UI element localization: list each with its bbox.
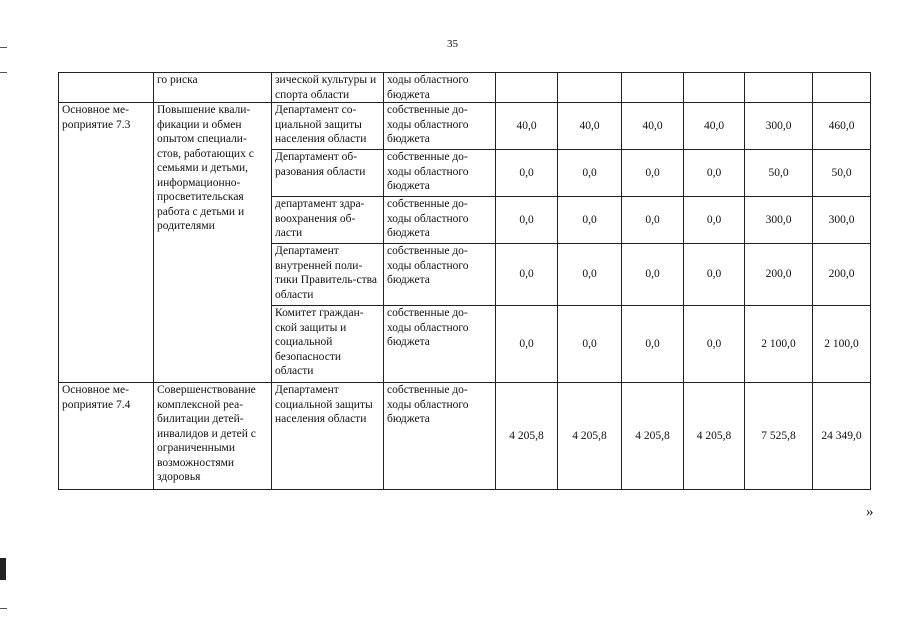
executor-cell: департамент здра-воохранения об-ласти	[272, 197, 384, 244]
value-cell	[558, 73, 622, 103]
value-cell: 200,0	[745, 244, 813, 306]
value-cell: 0,0	[622, 150, 684, 197]
executor-cell: Департамент об-разования области	[272, 150, 384, 197]
value-cell: 40,0	[684, 103, 745, 150]
value-cell	[684, 73, 745, 103]
value-cell: 0,0	[684, 197, 745, 244]
value-cell: 0,0	[622, 306, 684, 383]
edge-bar	[0, 558, 6, 580]
source-cell: собственные до-ходы областного бюджета	[384, 306, 496, 383]
edge-mark-bottom	[0, 608, 7, 609]
value-cell: 0,0	[622, 244, 684, 306]
name-cell: Совершенствование комплексной реа-билитации детей-инвалидов и детей с ограниченными возможностями здоровья	[154, 383, 272, 490]
value-cell	[813, 73, 871, 103]
value-cell: 4 205,8	[558, 383, 622, 490]
value-cell: 0,0	[558, 244, 622, 306]
source-cell: собственные до-ходы областного бюджета	[384, 197, 496, 244]
value-cell: 300,0	[745, 103, 813, 150]
source-cell: ходы областного бюджета	[384, 73, 496, 103]
value-cell: 300,0	[745, 197, 813, 244]
executor-cell: Департамент внутренней поли-тики Правитель-ства области	[272, 244, 384, 306]
value-cell: 460,0	[813, 103, 871, 150]
source-cell: собственные до-ходы областного бюджета	[384, 150, 496, 197]
value-cell: 0,0	[496, 306, 558, 383]
executor-cell: Департамент социальной защиты населения области	[272, 383, 384, 490]
value-cell: 300,0	[813, 197, 871, 244]
name-cell: Повышение квали-фикации и обмен опытом специали-стов, работающих с семьями и детьми, информационно-просветительская работа с детьми и родителями	[154, 103, 272, 383]
value-cell: 0,0	[496, 150, 558, 197]
value-cell: 40,0	[496, 103, 558, 150]
value-cell: 7 525,8	[745, 383, 813, 490]
value-cell: 4 205,8	[496, 383, 558, 490]
event-cell: Основное ме-роприятие 7.3	[59, 103, 154, 383]
name-cell: го риска	[154, 73, 272, 103]
value-cell: 50,0	[813, 150, 871, 197]
value-cell: 200,0	[813, 244, 871, 306]
executor-cell: Комитет граждан-ской защиты и социальной безопасности области	[272, 306, 384, 383]
source-cell: собственные до-ходы областного бюджета	[384, 103, 496, 150]
value-cell: 0,0	[622, 197, 684, 244]
source-cell: собственные до-ходы областного бюджета	[384, 244, 496, 306]
event-cell	[59, 73, 154, 103]
value-cell: 0,0	[496, 197, 558, 244]
closing-quote-mark: »	[866, 504, 874, 520]
table-row	[59, 103, 871, 150]
value-cell	[496, 73, 558, 103]
value-cell: 0,0	[684, 306, 745, 383]
edge-mark-middle	[0, 72, 7, 73]
table-row	[59, 383, 871, 490]
table-row	[59, 73, 871, 103]
value-cell	[622, 73, 684, 103]
budget-table	[58, 72, 871, 490]
executor-cell: Департамент со-циальной защиты населения области	[272, 103, 384, 150]
value-cell: 0,0	[558, 306, 622, 383]
value-cell: 4 205,8	[684, 383, 745, 490]
value-cell: 24 349,0	[813, 383, 871, 490]
value-cell: 0,0	[496, 244, 558, 306]
value-cell: 4 205,8	[622, 383, 684, 490]
source-cell: собственные до-ходы областного бюджета	[384, 383, 496, 490]
value-cell: 2 100,0	[813, 306, 871, 383]
executor-cell: зической культуры и спорта области	[272, 73, 384, 103]
value-cell: 0,0	[558, 197, 622, 244]
event-cell: Основное ме-роприятие 7.4	[59, 383, 154, 490]
value-cell: 0,0	[558, 150, 622, 197]
value-cell: 2 100,0	[745, 306, 813, 383]
value-cell: 50,0	[745, 150, 813, 197]
value-cell	[745, 73, 813, 103]
value-cell: 40,0	[558, 103, 622, 150]
value-cell: 0,0	[684, 244, 745, 306]
page-number: 35	[447, 38, 458, 50]
value-cell: 40,0	[622, 103, 684, 150]
value-cell: 0,0	[684, 150, 745, 197]
